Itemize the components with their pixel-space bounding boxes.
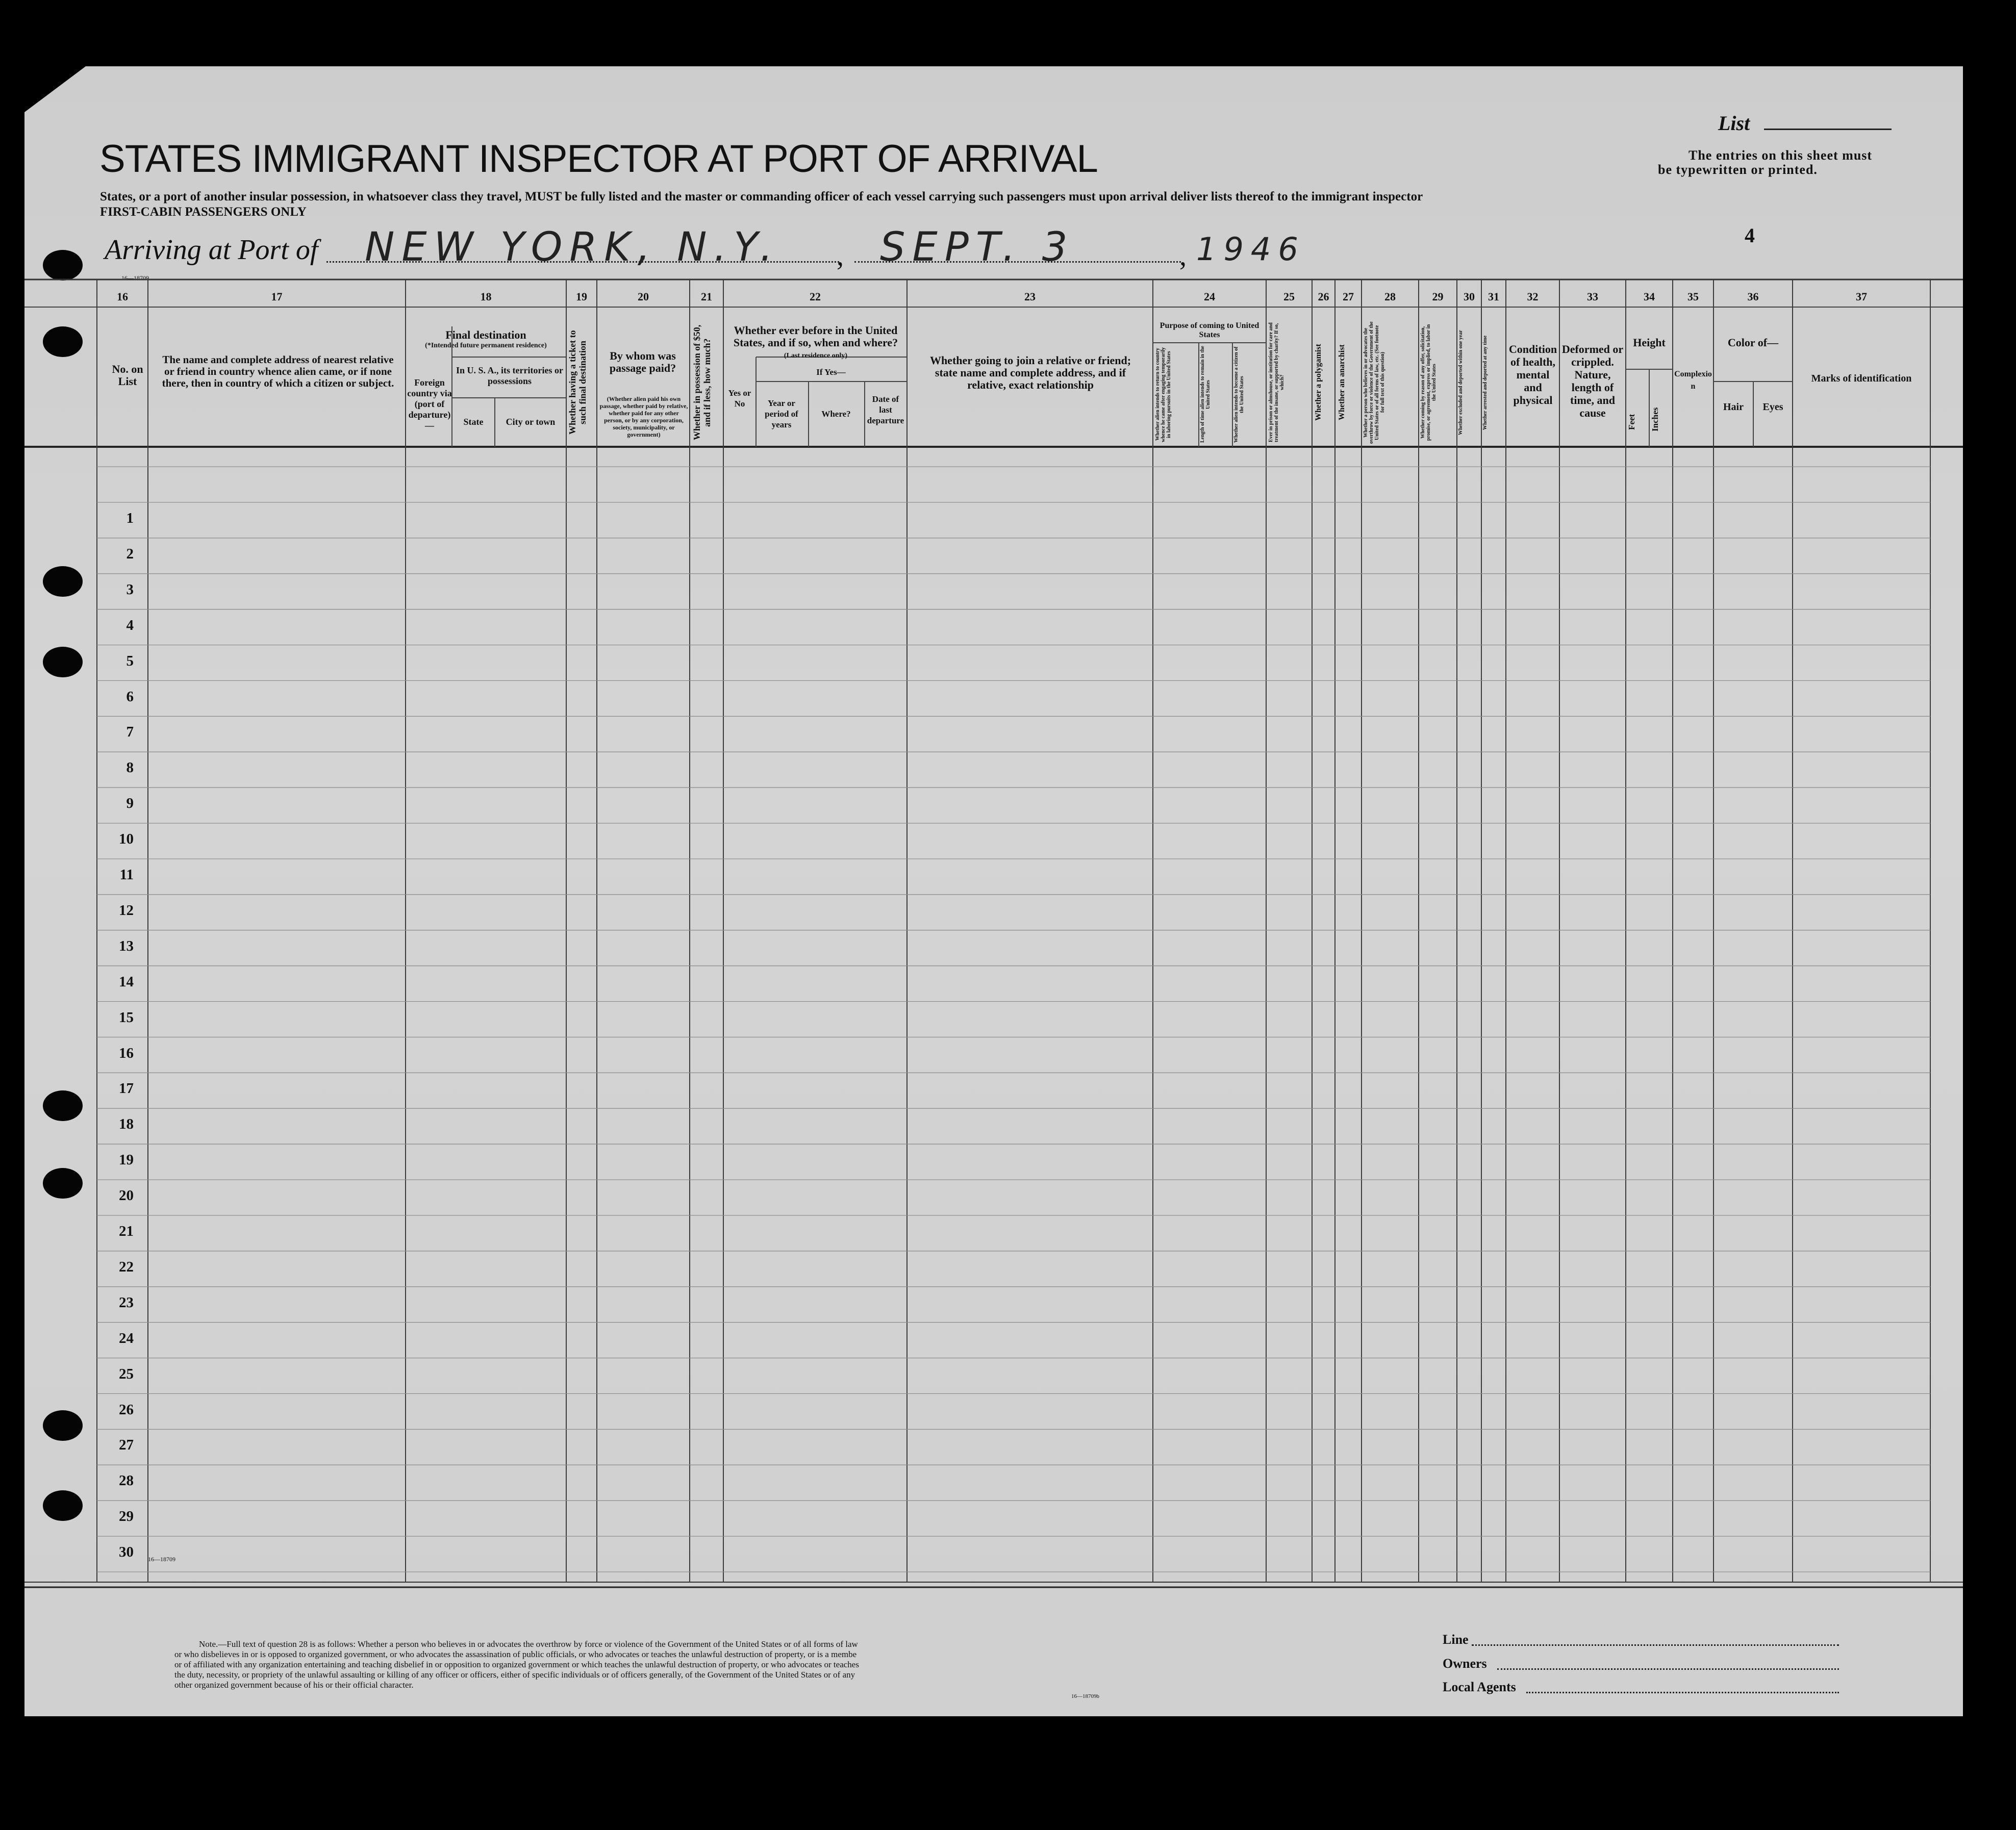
column-number: 18 — [480, 290, 492, 303]
col-25-header: Ever in prison or almshouse, or institution for care and treatment of the insane, or supported by charity? If so, which? — [1268, 322, 1285, 443]
col-26-header: Whether a polygamist — [1314, 344, 1323, 421]
row-number: 2 — [126, 545, 134, 562]
row-number: 3 — [126, 581, 134, 598]
row-number: 19 — [119, 1152, 134, 1168]
col-27-header: Whether an anarchist — [1338, 344, 1346, 421]
agents-blank — [1526, 1692, 1839, 1693]
col-24-header: Purpose of coming to United States — [1160, 321, 1259, 339]
column-number: 16 — [117, 290, 128, 303]
owners-blank — [1497, 1668, 1839, 1670]
sheet-number: 4 — [1745, 224, 1755, 247]
question-28-note — [174, 1639, 1153, 1690]
row-number: 30 — [119, 1544, 134, 1561]
col-20-header: By whom was passage paid? — [609, 349, 676, 374]
column-number: 24 — [1204, 290, 1215, 303]
row-number: 25 — [119, 1365, 134, 1382]
col-37-header: Marks of identification — [1811, 373, 1912, 384]
col-17-header: The name and complete address of nearest relative or friend in country whence alien came, or if none there, then in country of which a citizen or subject. — [162, 353, 394, 389]
col-33-header: Deformed or crippled. Nature, length of time, and cause — [1561, 343, 1624, 419]
row-number: 18 — [119, 1116, 134, 1133]
col-35-header: Complexion — [1674, 370, 1712, 391]
col-34-inches: Inches — [1650, 407, 1660, 432]
col-30-header: Whether excluded and deported within one year — [1458, 330, 1464, 435]
entries-note: be typewritten or printed. — [1658, 162, 1818, 177]
row-number: 7 — [126, 724, 134, 741]
entries-note: The entries on this sheet must — [1689, 148, 1873, 163]
column-number: 29 — [1432, 290, 1444, 303]
col-24-length: Length of time alien intends to remain in the United States — [1200, 346, 1211, 443]
col-24-citizen: Whether alien intends to become a citizen of the United States — [1233, 346, 1245, 443]
list-label: List — [1718, 112, 1750, 135]
column-number: 26 — [1318, 290, 1329, 303]
col-31-header: Whether arrested and deported at any time — [1482, 335, 1488, 430]
row-number: 15 — [119, 1009, 134, 1026]
column-number: 30 — [1464, 290, 1475, 303]
form-code-bottom: 16—18709 — [148, 1556, 175, 1563]
row-number: 16 — [119, 1045, 134, 1061]
col-22-departure: Date of last departure — [867, 394, 904, 425]
col-36-header: Color of— — [1727, 336, 1779, 349]
column-number: 35 — [1687, 290, 1699, 303]
col-34-feet: Feet — [1627, 414, 1636, 430]
row-number: 26 — [119, 1401, 134, 1418]
col-18-header: Final destination — [445, 328, 526, 341]
comma: , — [1179, 240, 1187, 272]
col-18-usa: In U. S. A., its territories or possessions — [456, 365, 563, 386]
note-line: Note.—Full text of question 28 is as follows: Whether a person who believes in or advocates the overthrow by force or violence of the Government of the United States or of all forms of law — [199, 1639, 858, 1649]
comma: , — [837, 240, 844, 272]
col-20-note: (Whether alien paid his own passage, whether paid by relative, whether paid for any other person, or by any corporation, society, municipality, or government) — [599, 395, 688, 438]
column-number: 37 — [1856, 290, 1867, 303]
page-title: STATES IMMIGRANT INSPECTOR AT PORT OF ARRIVAL — [99, 137, 1098, 181]
row-number: 5 — [126, 652, 134, 669]
col-22-if-yes: If Yes— — [816, 367, 846, 377]
arriving-label: Arriving at Port of — [105, 234, 318, 266]
arrival-year: 1946 — [1196, 231, 1305, 268]
note-line: or of affiliated with any organization entertaining and teaching disbelief in or opposition to organized government or which teaches the unlawful destruction of property, or who advocates or teaches — [174, 1660, 859, 1669]
column-number: 17 — [271, 290, 283, 303]
column-number: 22 — [810, 290, 821, 303]
subtitle: States, or a port of another insular possession, in whatsoever class they travel, MUST be fully listed and the master or commanding officer of each vessel carrying such passengers must upon arrival deliver lists thereof to the immigrant inspector — [100, 190, 1423, 204]
row-number: 10 — [119, 831, 134, 848]
row-number: 6 — [126, 688, 134, 705]
row-number: 23 — [119, 1294, 134, 1311]
row-number: 21 — [119, 1223, 134, 1239]
row-number: 9 — [126, 795, 134, 812]
col-22-note: (Last residence only) — [784, 352, 848, 360]
line-blank — [1472, 1644, 1839, 1646]
col-19-header: Whether having a ticket to such final destination — [567, 330, 588, 435]
column-number: 20 — [638, 290, 649, 303]
col-22-where: Where? — [821, 409, 851, 419]
col-18-city: City or town — [506, 417, 556, 427]
row-number: 8 — [126, 759, 134, 776]
row-number: 27 — [119, 1437, 134, 1454]
col-16-header: No. on List — [112, 363, 143, 388]
agents-label: Local Agents — [1443, 1680, 1516, 1694]
column-number: 23 — [1024, 290, 1036, 303]
column-number: 33 — [1587, 290, 1598, 303]
row-number: 11 — [119, 867, 134, 883]
column-number: 28 — [1384, 290, 1396, 303]
column-number: 27 — [1343, 290, 1354, 303]
note-line: the duty, necessity, or propriety of the unlawful assaulting or killing of any officer or officers, either of specific individuals or of officers generally, of the Government of the United States or of any — [174, 1670, 855, 1680]
row-number: 24 — [119, 1330, 134, 1346]
col-22-header: Whether ever before in the United States, and if so, when and where? — [733, 324, 898, 349]
column-number: 32 — [1527, 290, 1539, 303]
col-36-eyes: Eyes — [1762, 401, 1783, 413]
row-number: 22 — [119, 1258, 134, 1275]
form-code-top: 16—18709 — [121, 274, 149, 282]
row-number: 29 — [119, 1508, 134, 1525]
col-18-note: (*Intended future permanent residence) — [425, 342, 547, 349]
column-number: 21 — [701, 290, 712, 303]
row-number: 4 — [126, 617, 134, 633]
row-number: 14 — [119, 973, 134, 990]
row-number: 28 — [119, 1472, 134, 1489]
line-label: Line — [1443, 1632, 1469, 1647]
column-number: 31 — [1488, 290, 1499, 303]
col-24-return: Whether alien intends to return to country whence he came after engaging temporarily in laboring pursuits in the United States — [1155, 347, 1172, 442]
note-code: 16—18709b — [1071, 1693, 1099, 1699]
col-23-header: Whether going to join a relative or friend; state name and complete address, and if relative, exact relationship — [929, 354, 1131, 391]
col-21-header: Whether in possession of $50, and if less, how much? — [692, 324, 712, 441]
note-line: or who disbelieves in or is opposed to organized government, or who advocates the assassination of public officials, or who advocates or teaches the unlawful destruction of property, or is a membe — [174, 1649, 857, 1659]
column-number: 25 — [1283, 290, 1295, 303]
col-18-state: State — [463, 417, 484, 427]
row-number: 17 — [119, 1080, 134, 1097]
column-number: 36 — [1747, 290, 1759, 303]
arrival-date: SEPT. 3 — [880, 224, 1075, 270]
col-28-header: Whether a person who believes in or advocates the overthrow by force or violence of the Government of the United States or of all forms of law, etc. (See footnote for full text of this question) — [1363, 321, 1385, 444]
row-number: 20 — [119, 1187, 134, 1204]
port-of-arrival: NEW YORK, N.Y. — [365, 224, 780, 270]
col-32-header: Condition of health, mental and physical — [1508, 343, 1557, 406]
col-18-foreign: Foreign country via (port of departure)— — [407, 377, 452, 430]
row-number: 12 — [119, 902, 134, 919]
note-line: other organized government because of his or their official character. — [174, 1680, 414, 1690]
class-line: FIRST-CABIN PASSENGERS ONLY — [100, 205, 307, 219]
column-number: 19 — [576, 290, 587, 303]
col-29-header: Whether coming by reason of any offer, solicitation, promise, or agreement, express or implied, to labor in the United States — [1420, 324, 1437, 441]
col-34-header: Height — [1633, 336, 1666, 349]
owners-label: Owners — [1443, 1656, 1487, 1671]
column-number: 34 — [1644, 290, 1655, 303]
row-number: 1 — [126, 510, 134, 526]
col-36-hair: Hair — [1723, 401, 1744, 413]
col-22-yesno: Yes or No — [728, 388, 751, 409]
col-22-years: Year or period of years — [765, 398, 798, 429]
row-number: 13 — [119, 937, 134, 954]
